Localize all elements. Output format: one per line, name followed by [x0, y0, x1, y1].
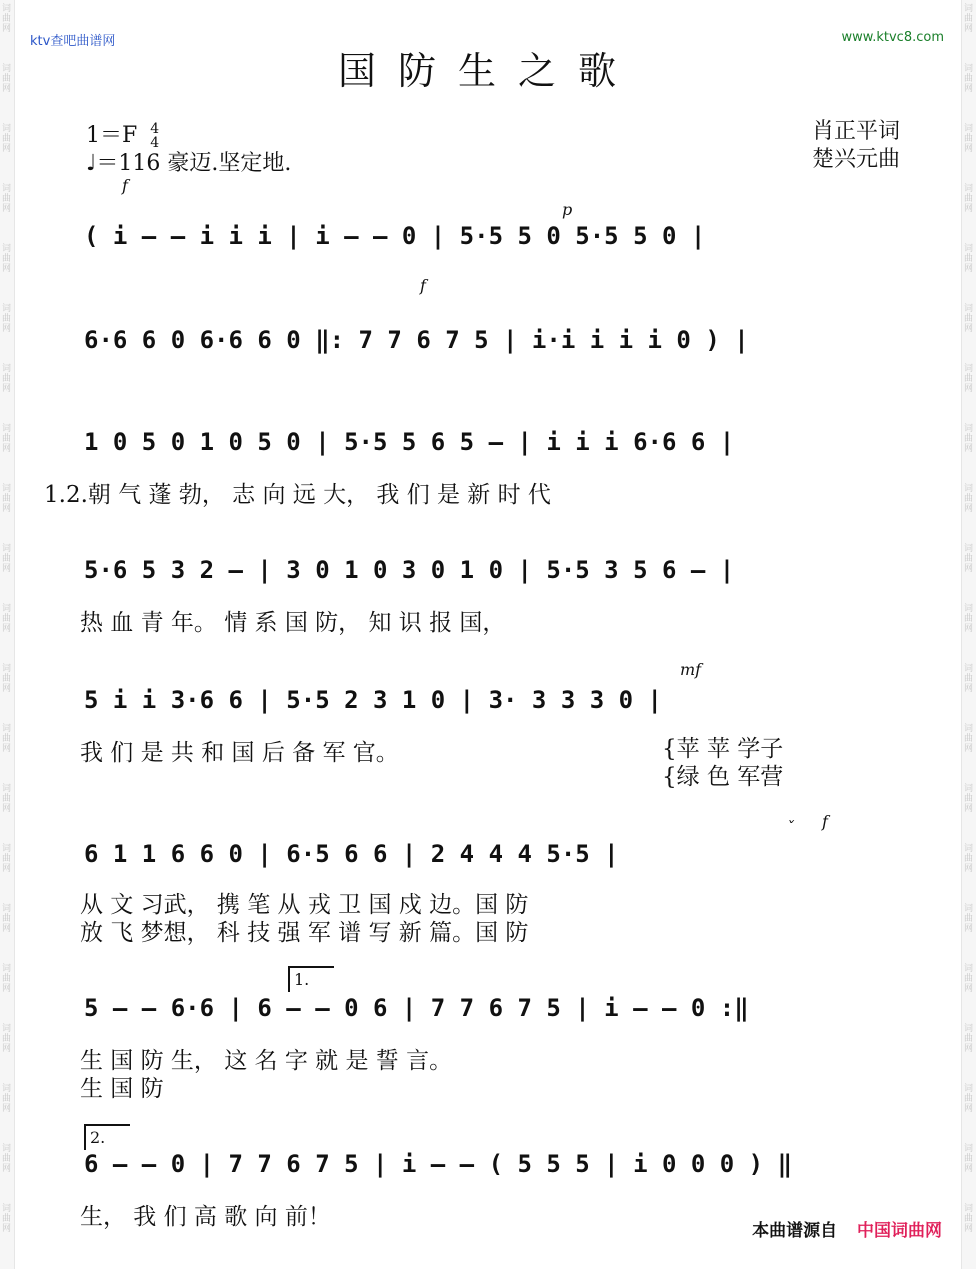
lyric-text: 放 飞 梦想， 科 技 强 军 谱 写 新 篇。国 防 [80, 920, 529, 946]
side-watermark-text: 词曲网 [964, 304, 974, 334]
side-watermark-text: 词曲网 [2, 604, 12, 634]
footer-source-label: 本曲谱源自 [752, 1221, 838, 1241]
side-watermark-text: 词曲网 [2, 124, 12, 154]
lyric-text: 1.2.朝 气 蓬 勃， 志 向 远 大， 我 们 是 新 时 代 [44, 482, 551, 508]
side-watermark-text: 词曲网 [964, 1204, 974, 1234]
notation-text: 5·6 5 3 2 ‒ | 3 0 1 0 3 0 1 0 | 5·5 3 5 6 ‒ | [84, 556, 735, 584]
key-signature: 1＝F 4 4 [86, 121, 160, 151]
lyric-text: 从 文 习武， 携 笔 从 戎 卫 国 戍 边。国 防 [80, 892, 529, 918]
side-watermark-text: 词曲网 [2, 484, 12, 514]
lyric-text: {绿 色 军营 [662, 764, 784, 790]
side-watermark-text: 词曲网 [2, 1024, 12, 1054]
side-watermark-text: 词曲网 [2, 64, 12, 94]
side-watermark-text: 词曲网 [2, 244, 12, 274]
side-watermark-text: 词曲网 [964, 1084, 974, 1114]
side-watermark-text: 词曲网 [2, 304, 12, 334]
dynamic-forte-1: f [122, 176, 128, 195]
footer-brand-link[interactable]: 中国词曲网 [857, 1221, 942, 1241]
notation-text: 5 ‒ ‒ 6·6 | 6 ‒ ‒ 0 6 | 7 7 6 7 5 | i ‒ ‒ 0 :‖ [84, 994, 749, 1022]
side-watermark-text: 词曲网 [964, 784, 974, 814]
side-watermark-text: 词曲网 [964, 604, 974, 634]
notation-row-2 [84, 326, 924, 366]
time-top: 4 [150, 121, 160, 137]
notation-text: 6 ‒ ‒ 0 | 7 7 6 7 5 | i ‒ ‒ ( 5 5 5 | i 0 0 0 ) ‖ [84, 1150, 793, 1178]
side-watermark-text: 词曲网 [2, 1084, 12, 1114]
song-title: 国防生之歌 [337, 49, 638, 93]
side-watermark-text: 词曲网 [2, 1204, 12, 1234]
time-bottom: 4 [150, 135, 160, 151]
side-watermark-text: 词曲网 [964, 904, 974, 934]
side-watermark-text: 词曲网 [2, 904, 12, 934]
side-watermark-text: 词曲网 [2, 184, 12, 214]
side-watermark-text: 词曲网 [2, 4, 12, 34]
side-watermark-text: 词曲网 [964, 544, 974, 574]
lyric-row-5-alt1 [662, 730, 902, 760]
lyric-row-7-verse2 [80, 1070, 920, 1100]
lyric-text: 生 国 防 生， 这 名 字 就 是 誓 言。 [80, 1048, 453, 1074]
side-watermark-text: 词曲网 [2, 784, 12, 814]
tempo-marking: ♩＝116 豪迈.坚定地. [86, 151, 292, 176]
notation-row-8 [84, 1150, 924, 1190]
lyric-text: 生 国 防 [80, 1076, 164, 1102]
notation-row-1 [84, 222, 924, 262]
side-watermark-text: 词曲网 [2, 844, 12, 874]
side-watermark-text: 词曲网 [964, 124, 974, 154]
lyric-text: 我 们 是 共 和 国 后 备 军 官。 [80, 740, 399, 766]
volta-second-ending: 2. [84, 1124, 130, 1150]
site-watermark-right: www.ktvc8.com [841, 30, 944, 45]
lyric-row-6-verse2 [80, 914, 920, 944]
lyric-row-5-alt2 [662, 758, 902, 788]
lyric-row-3 [44, 476, 884, 506]
right-watermark-strip [961, 0, 976, 1269]
side-watermark-text: 词曲网 [2, 544, 12, 574]
side-watermark-text: 词曲网 [964, 244, 974, 274]
lyric-row-6 [80, 886, 920, 916]
lyric-row-4 [80, 604, 920, 634]
dynamic-forte-2: f [420, 276, 426, 295]
notation-row-6 [84, 840, 924, 880]
side-watermark-text: 词曲网 [2, 424, 12, 454]
notation-text: 6·6 6 0 6·6 6 0 ‖: 7 7 6 7 5 | i·i i i i 0 ) | [84, 326, 749, 354]
side-watermark-text: 词曲网 [964, 1024, 974, 1054]
side-watermark-text: 词曲网 [964, 724, 974, 754]
side-watermark-text: 词曲网 [964, 364, 974, 394]
notation-row-5 [84, 686, 924, 726]
lyric-text: 生， 我 们 高 歌 向 前！ [80, 1204, 331, 1230]
dynamic-forte-3: f [822, 812, 828, 831]
side-watermark-text: 词曲网 [2, 664, 12, 694]
side-watermark-text: 词曲网 [2, 964, 12, 994]
dynamic-piano: p [562, 200, 573, 219]
side-watermark-text: 词曲网 [964, 964, 974, 994]
notation-row-4 [84, 556, 924, 596]
side-watermark-text: 词曲网 [964, 64, 974, 94]
notation-row-7 [84, 994, 924, 1034]
notation-text: 1 0 5 0 1 0 5 0 | 5·5 5 6 5 ‒ | i i i 6·6 6 | [84, 428, 735, 456]
footer-source [752, 1216, 942, 1241]
side-watermark-text: 词曲网 [964, 184, 974, 214]
side-watermark-text: 词曲网 [964, 1144, 974, 1174]
breath-mark: ˇ [786, 818, 794, 837]
side-watermark-text: 词曲网 [964, 484, 974, 514]
side-watermark-text: 词曲网 [964, 424, 974, 454]
notation-text: ( i ‒ ‒ i i i | i ‒ ‒ 0 | 5·5 5 0 5·5 5 0 | [84, 222, 706, 250]
notation-text: 5 i i 3·6 6 | 5·5 2 3 1 0 | 3· 3 3 3 0 | [84, 686, 662, 714]
side-watermark-text: 词曲网 [2, 364, 12, 394]
notation-row-3 [84, 428, 924, 468]
volta-first-ending: 1. [288, 966, 334, 992]
lyricist: 肖正平词 [812, 119, 901, 144]
notation-text: 6 1 1 6 6 0 | 6·5 6 6 | 2 4 4 4 5·5 | [84, 840, 619, 868]
left-watermark-strip [0, 0, 15, 1269]
dynamic-mezzoforte: mf [680, 660, 702, 679]
lyric-row-7 [80, 1042, 920, 1072]
site-watermark-left: ktv查吧曲谱网 [30, 34, 116, 49]
side-watermark-text: 词曲网 [2, 1144, 12, 1174]
lyric-text: {苹 苹 学子 [662, 736, 784, 762]
composer: 楚兴元曲 [812, 147, 901, 172]
lyric-text: 热 血 青 年。 情 系 国 防， 知 识 报 国， [80, 610, 506, 636]
side-watermark-text: 词曲网 [964, 664, 974, 694]
side-watermark-text: 词曲网 [2, 724, 12, 754]
side-watermark-text: 词曲网 [964, 4, 974, 34]
side-watermark-text: 词曲网 [964, 844, 974, 874]
